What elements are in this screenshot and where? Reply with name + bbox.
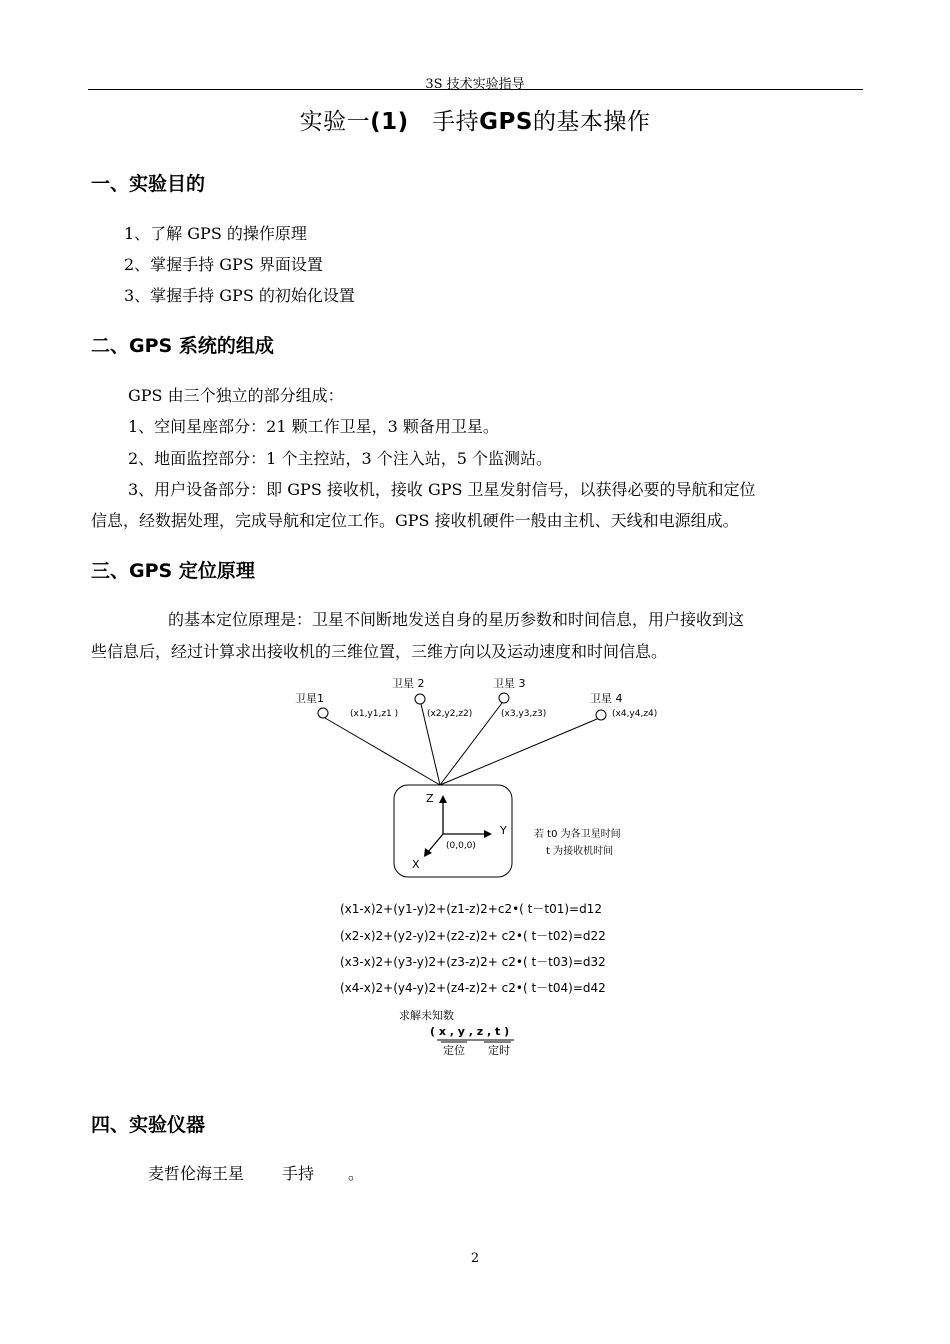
equation-1: (x1-x)2+(y1-y)2+(z1-z)2+c2•( t－t01)=d12 xyxy=(340,902,602,916)
position-label: 定位 xyxy=(443,1044,465,1057)
satellite-1-marker xyxy=(318,708,328,718)
title-main-a: 手持 xyxy=(432,109,480,135)
title-number: (1) xyxy=(370,109,409,135)
signal-line-1 xyxy=(325,718,440,785)
unknowns-label: ( x , y , z , t ) xyxy=(430,1025,510,1038)
satellite-4-coord: (x4,y4,z4) xyxy=(612,709,658,719)
page-number: 2 xyxy=(470,1251,480,1266)
satellite-3-coord: (x3,y3,z3) xyxy=(501,709,547,719)
section3-heading: 三、GPS 定位原理 xyxy=(91,560,255,582)
x-axis xyxy=(428,834,443,852)
solve-label: 求解未知数 xyxy=(399,1009,454,1022)
section1-item-1: 1、了解 GPS 的操作原理 xyxy=(124,224,307,243)
section2-item-1: 1、空间星座部分：21 颗工作卫星，3 颗备用卫星。 xyxy=(128,417,499,436)
equation-4: (x4-x)2+(y4-y)2+(z4-z)2+ c2•( t－t04)=d42 xyxy=(340,981,606,995)
satellite-3-marker xyxy=(499,693,509,703)
section1-item-2: 2、掌握手持 GPS 界面设置 xyxy=(124,255,323,274)
z-axis-arrow xyxy=(439,795,447,803)
y-axis-label: Y xyxy=(500,824,507,837)
equation-2: (x2-x)2+(y2-y)2+(z2-z)2+ c2•( t－t02)=d22 xyxy=(340,929,606,943)
satellite-1-coord: (x1,y1,z1 ) xyxy=(350,709,399,719)
running-header: 3S 技术实验指导 xyxy=(425,77,525,92)
time-note-1: 若 t0 为各卫星时间 xyxy=(534,829,621,840)
section3-para-line2: 些信息后，经过计算求出接收机的三维位置，三维方向以及运动速度和时间信息。 xyxy=(91,642,668,661)
signal-line-4 xyxy=(440,719,597,785)
section2-heading: 二、GPS 系统的组成 xyxy=(91,335,274,357)
time-note-2: t 为接收机时间 xyxy=(546,846,614,857)
section1-item-3: 3、掌握手持 GPS 的初始化设置 xyxy=(124,286,355,305)
satellite-4-label: 卫星 4 xyxy=(590,692,623,705)
z-axis-label: Z xyxy=(426,792,434,805)
section2-intro: GPS 由三个独立的部分组成： xyxy=(128,386,344,405)
section2-item-3-line1: 3、用户设备部分：即 GPS 接收机，接收 GPS 卫星发射信号，以获得必要的导航和定位 xyxy=(128,480,756,499)
satellite-1-label: 卫星1 xyxy=(295,692,324,705)
title-prefix: 实验一 xyxy=(299,109,371,135)
section4-body-a: 麦哲伦海王星 xyxy=(148,1164,245,1183)
section2-item-3-line2: 信息，经数据处理，完成导航和定位工作。GPS 接收机硬件一般由主机、天线和电源组成。 xyxy=(91,511,739,530)
satellite-2-marker xyxy=(415,694,425,704)
satellite-3-label: 卫星 3 xyxy=(493,677,526,690)
section4-body-c: 。 xyxy=(348,1164,365,1183)
section1-heading: 一、实验目的 xyxy=(91,173,206,195)
section2-item-2: 2、地面监控部分：1 个主控站，3 个注入站，5 个监测站。 xyxy=(128,449,552,468)
satellite-2-label: 卫星 2 xyxy=(392,677,425,690)
origin-label: (0,0,0) xyxy=(446,841,476,851)
y-axis-arrow xyxy=(484,830,492,838)
section4-body xyxy=(148,1164,364,1184)
title-main-b: GPS xyxy=(479,109,533,135)
section4-heading: 四、实验仪器 xyxy=(91,1114,206,1136)
title-main-c: 的基本操作 xyxy=(532,109,651,135)
satellite-2-coord: (x2,y2,z2) xyxy=(427,709,473,719)
section3-para-line1: 的基本定位原理是：卫星不间断地发送自身的星历参数和时间信息，用户接收到这 xyxy=(168,610,745,629)
section4-body-b: 手持 xyxy=(282,1164,315,1183)
satellite-4-marker xyxy=(596,710,606,720)
x-axis-label: X xyxy=(412,858,420,871)
equation-3: (x3-x)2+(y3-y)2+(z3-z)2+ c2•( t－t03)=d32 xyxy=(340,955,606,969)
timing-label: 定时 xyxy=(488,1044,510,1057)
